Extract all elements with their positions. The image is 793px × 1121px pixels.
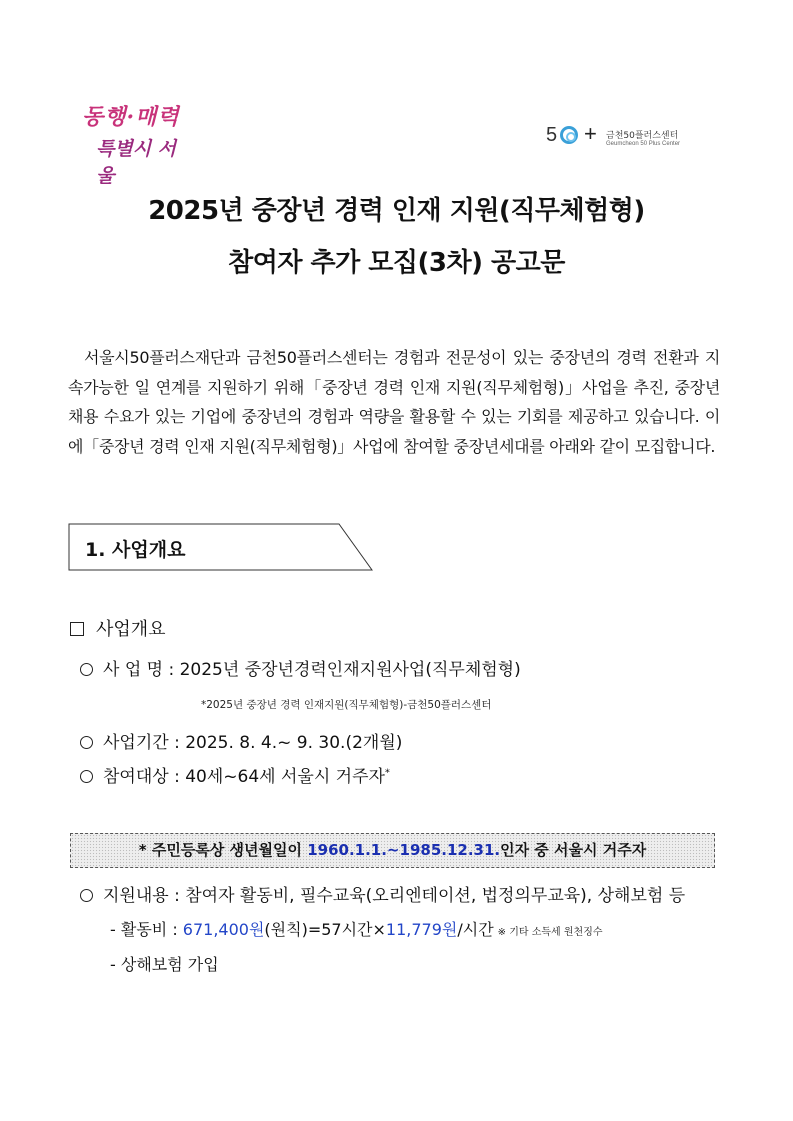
center-logo-ring-icon [560, 126, 578, 144]
activity-fee-rate: 11,779원 [385, 920, 458, 939]
activity-fee-unit: /시간 [457, 920, 494, 939]
eligibility-note-prefix: * 주민등록상 생년월일이 [138, 841, 308, 859]
activity-fee-tax-note: ※ 기타 소득세 원천징수 [497, 927, 603, 938]
project-name-subnote: *2025년 중장년 경력 인재지원(직무체험형)-금천50플러스센터 [201, 699, 492, 711]
period-text: 사업기간 : 2025. 8. 4.~ 9. 30.(2개월) [103, 733, 403, 753]
eligibility-note-suffix: 인자 중 서울시 거주자 [500, 841, 647, 859]
center-logo-number: 5 [546, 124, 558, 146]
activity-fee-item [110, 917, 603, 940]
circle-bullet-icon [80, 889, 93, 902]
section-header-label: 1. 사업개요 [85, 539, 186, 561]
seoul-logo [72, 100, 192, 187]
intro-paragraph [68, 343, 720, 461]
page-title-line2: 참여자 추가 모집(3차) 공고문 [228, 248, 565, 278]
project-name-item [80, 655, 521, 680]
section-heading [70, 615, 166, 641]
insurance-item: - 상해보험 가입 [110, 955, 219, 974]
seoul-logo-line1: 동행·매력 [82, 104, 180, 130]
support-item [80, 881, 685, 906]
center-logo [546, 122, 706, 156]
activity-fee-formula: (원칙)=57시간× [264, 920, 386, 939]
eligibility-date-range: 1960.1.1.~1985.12.31. [307, 841, 501, 859]
activity-fee-prefix: - 활동비 : [110, 920, 183, 939]
target-text: 참여대상 : 40세~64세 서울시 거주자 [103, 767, 385, 787]
period-item [80, 728, 402, 753]
section-heading-text: 사업개요 [96, 619, 166, 640]
page-title-line1: 2025년 중장년 경력 인재 지원(직무체험형) [148, 196, 645, 226]
checkbox-square-icon [70, 622, 84, 636]
intro-text: 서울시50플러스재단과 금천50플러스센터는 경험과 전문성이 있는 중장년의 경력 전환과 지속가능한 일 연계를 지원하기 위해「중장년 경력 인재 지원(직무체험형)」사업을 추진, 중장년 채용 수요가 있는 기업에 중장년의 경험과 역량을 활용할 수 있는 기회를 제공하고 있습니다. 이에「중장년 경력 인재 지원(직무체험형)」사업에 참여할 중장년세대를 아래와 같이 모집합니다. [68, 348, 720, 456]
section-header [68, 523, 374, 571]
target-item [80, 762, 390, 787]
eligibility-note-box [70, 833, 715, 868]
circle-bullet-icon [80, 736, 93, 749]
circle-bullet-icon [80, 663, 93, 676]
activity-fee-amount: 671,400원 [182, 920, 265, 939]
project-name-text: 사 업 명 : 2025년 중장년경력인재지원사업(직무체험형) [103, 660, 521, 680]
seoul-logo-line2: 특별시 서울 [96, 138, 177, 187]
center-logo-name: 금천50플러스센터 [606, 131, 679, 141]
center-logo-plus: + [584, 121, 597, 146]
circle-bullet-icon [80, 770, 93, 783]
center-logo-name-en: Geumcheon 50 Plus Center [606, 141, 681, 147]
support-text: 지원내용 : 참여자 활동비, 필수교육(오리엔테이션, 법정의무교육), 상해보험 등 [103, 886, 686, 906]
target-footnote-mark: * [384, 767, 390, 779]
